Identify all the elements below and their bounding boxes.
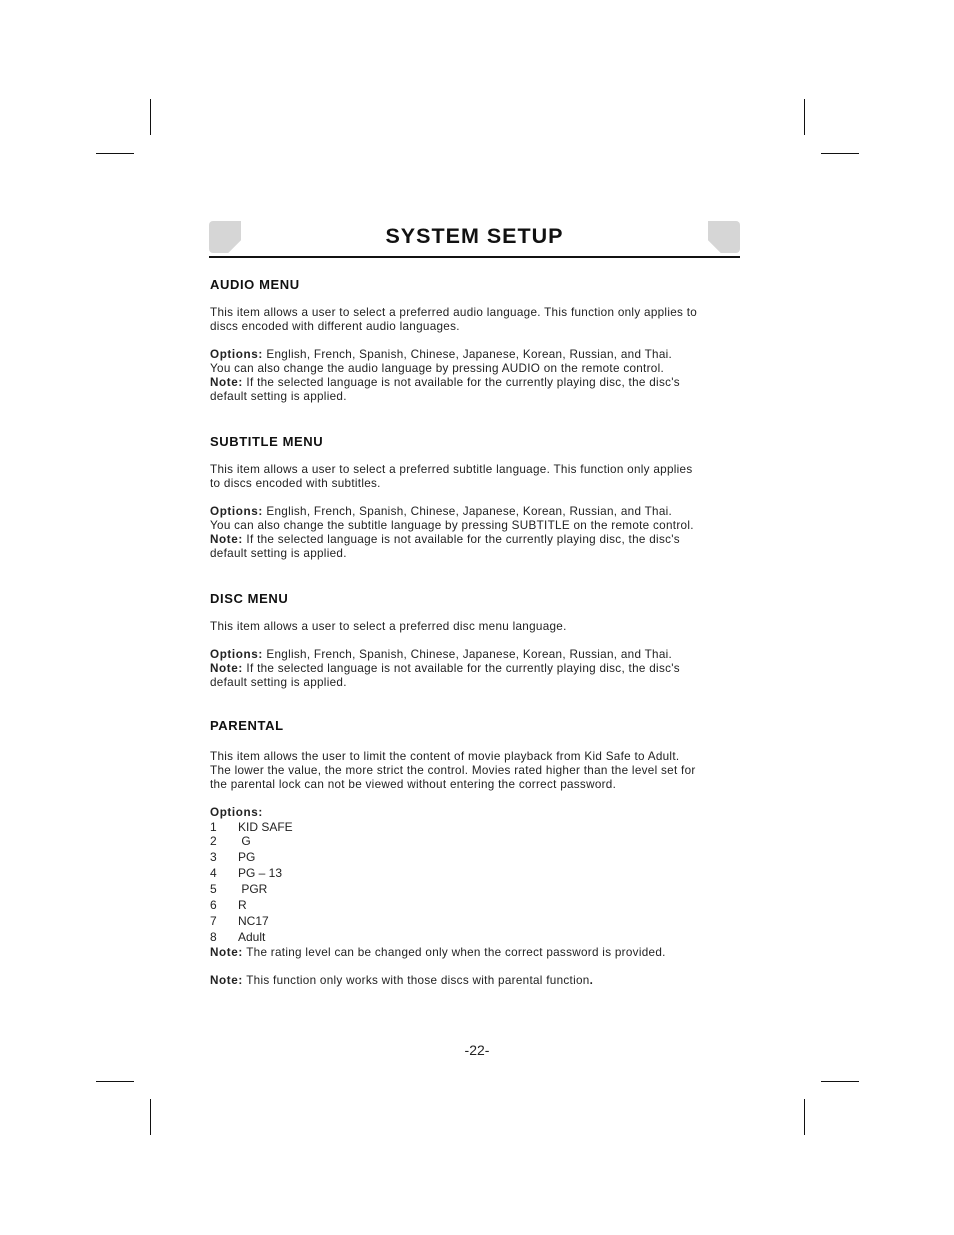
- crop-mark: [821, 153, 859, 154]
- audio-menu-options: [210, 348, 750, 404]
- rating-number: 8: [210, 930, 217, 944]
- rating-number: 3: [210, 850, 217, 864]
- options-text: English, French, Spanish, Chinese, Japanese, Korean, Russian, and Thai.: [262, 648, 673, 661]
- rating-option: [210, 897, 247, 913]
- audio-extra-text: You can also change the audio language by pressing AUDIO on the remote control.: [210, 362, 665, 375]
- note-label: Note:: [210, 946, 243, 959]
- rating-number: 1: [210, 820, 217, 834]
- note-text: This function only works with those discs with parental function: [242, 974, 590, 987]
- parental-options-label: [210, 806, 750, 820]
- parental-intro-line: the parental lock can not be viewed without entering the correct password.: [210, 778, 617, 791]
- rating-number: 4: [210, 866, 217, 880]
- rating-option: [210, 881, 267, 897]
- disc-menu-intro: [210, 620, 750, 634]
- crop-mark: [96, 1081, 134, 1082]
- rating-option: [210, 913, 269, 929]
- note-text: If the selected language is not available for the currently playing disc, the disc's: [242, 662, 680, 675]
- rating-number: 6: [210, 898, 217, 912]
- disc-intro-line: This item allows a user to select a preferred disc menu language.: [210, 620, 567, 633]
- note-text-cont: default setting is applied.: [210, 390, 347, 403]
- rating-label: Adult: [238, 930, 266, 944]
- disc-menu-options: [210, 648, 750, 690]
- note-period: .: [589, 974, 594, 987]
- note-text: If the selected language is not available for the currently playing disc, the disc's: [242, 376, 680, 389]
- crop-mark: [821, 1081, 859, 1082]
- page-title: SYSTEM SETUP: [385, 224, 564, 248]
- audio-menu-heading: AUDIO MENU: [210, 277, 300, 292]
- note-label: Note:: [210, 974, 243, 987]
- note-label: Note:: [210, 662, 243, 675]
- options-text: English, French, Spanish, Chinese, Japanese, Korean, Russian, and Thai.: [262, 348, 673, 361]
- crop-mark: [150, 1099, 151, 1135]
- rating-label: R: [238, 898, 247, 912]
- title-rule: [209, 256, 740, 258]
- page-number: -22-: [464, 1042, 490, 1058]
- subtitle-menu-intro: [210, 463, 750, 491]
- parental-note-function: [210, 974, 750, 988]
- rating-option: [210, 865, 282, 881]
- disc-menu-heading: DISC MENU: [210, 591, 289, 606]
- note-text: The rating level can be changed only when the correct password is provided.: [242, 946, 666, 959]
- crop-mark: [804, 1099, 805, 1135]
- rating-label: PGR: [238, 882, 268, 896]
- note-label: Note:: [210, 376, 243, 389]
- parental-intro-line: This item allows the user to limit the content of movie playback from Kid Safe to Adult.: [210, 750, 680, 763]
- options-label: Options:: [210, 806, 263, 819]
- note-text-cont: default setting is applied.: [210, 547, 347, 560]
- rating-number: 2: [210, 834, 217, 848]
- rating-label: KID SAFE: [238, 820, 293, 834]
- parental-heading: PARENTAL: [210, 718, 284, 733]
- parental-note-password: [210, 946, 750, 960]
- audio-intro-line: discs encoded with different audio languages.: [210, 320, 460, 333]
- options-label: Options:: [210, 648, 263, 661]
- subtitle-intro-line: This item allows a user to select a preferred subtitle language. This function only applies: [210, 463, 693, 476]
- rating-number: 5: [210, 882, 217, 896]
- crop-mark: [150, 99, 151, 135]
- rating-label: PG: [238, 850, 256, 864]
- rating-label: NC17: [238, 914, 269, 928]
- parental-intro-line: The lower the value, the more strict the control. Movies rated higher than the level set for: [210, 764, 696, 777]
- audio-menu-intro: [210, 306, 750, 334]
- rating-number: 7: [210, 914, 217, 928]
- crop-mark: [804, 99, 805, 135]
- options-label: Options:: [210, 505, 263, 518]
- subtitle-intro-line: to discs encoded with subtitles.: [210, 477, 381, 490]
- note-text: If the selected language is not available for the currently playing disc, the disc's: [242, 533, 680, 546]
- options-label: Options:: [210, 348, 263, 361]
- audio-intro-line: This item allows a user to select a preferred audio language. This function only applies to: [210, 306, 698, 319]
- rating-option: [210, 929, 265, 945]
- subtitle-menu-options: [210, 505, 750, 561]
- rating-label: PG – 13: [238, 866, 283, 880]
- note-text-cont: default setting is applied.: [210, 676, 347, 689]
- rating-option: [210, 833, 251, 849]
- parental-intro: [210, 750, 750, 792]
- note-label: Note:: [210, 533, 243, 546]
- options-text: English, French, Spanish, Chinese, Japanese, Korean, Russian, and Thai.: [262, 505, 673, 518]
- subtitle-extra-text: You can also change the subtitle language by pressing SUBTITLE on the remote control.: [210, 519, 694, 532]
- rating-label: G: [238, 834, 251, 848]
- crop-mark: [96, 153, 134, 154]
- subtitle-menu-heading: SUBTITLE MENU: [210, 434, 324, 449]
- rating-option: [210, 849, 255, 865]
